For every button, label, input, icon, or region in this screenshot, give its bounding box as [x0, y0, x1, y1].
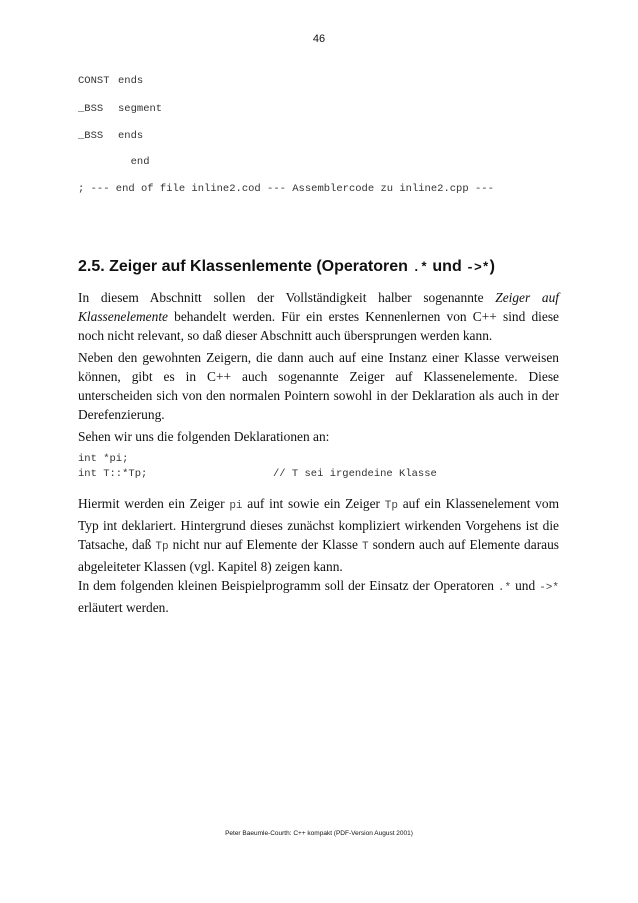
paragraph-explanation: Hiermit werden ein Zeiger pi auf int sowie ein Zeiger Tp auf ein Klassenelement vom Typ int deklariert. Hintergrund dieses zunächst kompliziert wirkenden Vorgehens ist die Tatsache, daß Tp nicht nur auf Elemente der Klasse T sondern auch auf Elemente daraus abgeleiteter Klassen (vgl. Kapitel 8) zeigen kann.: [78, 496, 559, 574]
paragraph-declarations-intro: Sehen wir uns die folgenden Deklarationen an:: [78, 429, 330, 444]
code-comment: // T sei irgendeine Klasse: [273, 468, 437, 480]
asm-line: end: [118, 156, 150, 168]
asm-line: _BSS ends: [78, 130, 144, 142]
code-line: int *pi;: [78, 453, 129, 465]
code-line: int T::*Tp; // T sei irgendeine Klasse: [78, 468, 437, 480]
paragraph-intro: In diesem Abschnitt sollen der Vollständigkeit halber sogenannte Zeiger auf Klassenelemente behandelt werden. Für ein erstes Kennenlernen von C++ sind diese noch nicht relevant, so daß dieser Abschnitt auch übersprungen werden kann.: [78, 290, 560, 343]
asm-line: _BSS segment: [78, 103, 163, 115]
paragraph-pointers: Neben den gewohnten Zeigern, die dann auch auf eine Instanz einer Klasse verweisen können, gibt es in C++ auch sogenannte Zeiger auf Klassenelemente. Diese unterscheiden sich von den normalen Pointern sowohl in der Deklaration als auch in der Derefenzierung.: [78, 350, 559, 422]
page-number: 46: [312, 33, 326, 45]
page-footer: Peter Baeumle-Courth: C++ kompakt (PDF-Version August 2001): [225, 830, 413, 837]
paragraph-example: In dem folgenden kleinen Beispielprogramm soll der Einsatz der Operatoren .* und ->* erläutert werden.: [78, 578, 560, 615]
asm-line: CONST ends: [78, 75, 144, 87]
section-heading: 2.5. Zeiger auf Klassenlemente (Operatoren .* und ->*): [78, 258, 495, 275]
emphasis-term: Zeiger auf Klassenelemente: [78, 290, 560, 324]
asm-comment: ; --- end of file inline2.cod --- Assemblercode zu inline2.cpp ---: [78, 183, 494, 195]
